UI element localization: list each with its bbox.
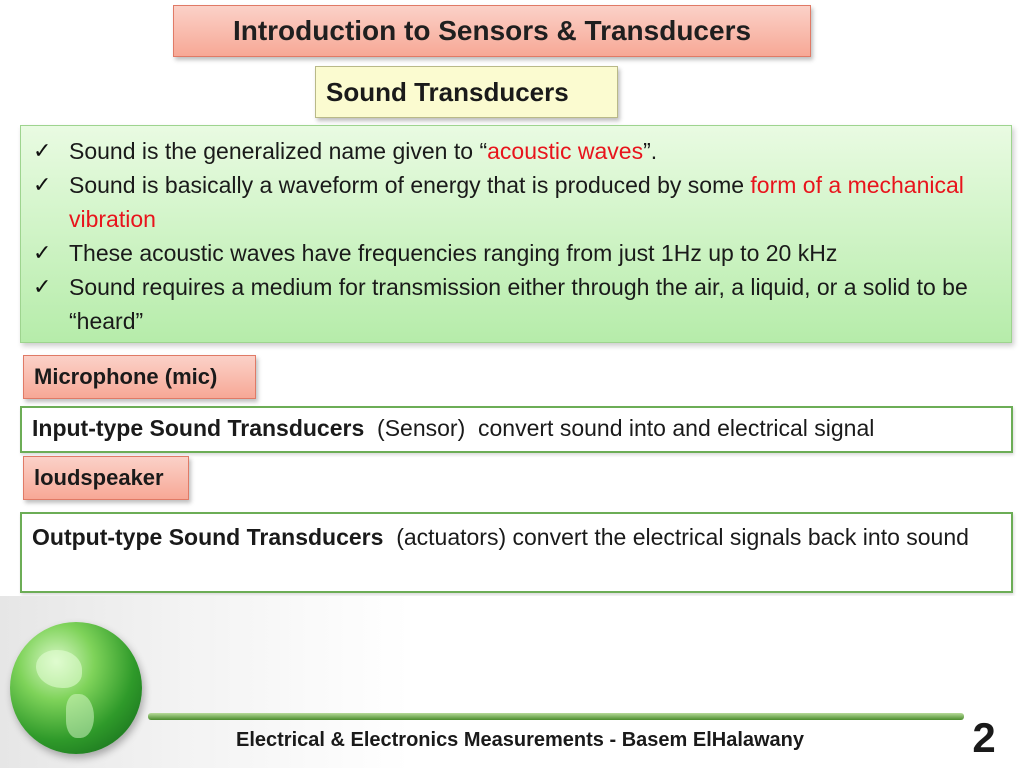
globe-landmass: [66, 694, 94, 738]
footer-divider: [148, 713, 964, 720]
footer-text: Electrical & Electronics Measurements - Basem ElHalawany: [235, 729, 805, 751]
slide-subtitle: [315, 66, 618, 118]
input-transducer-box: [20, 406, 1013, 453]
output-transducer-description: (actuators) convert the electrical signals back into sound: [383, 524, 969, 550]
slide-title-text: Introduction to Sensors & Transducers: [232, 15, 752, 46]
check-icon: ✓: [33, 274, 52, 299]
bullet-highlight: form of a mechanical vibration: [69, 172, 964, 232]
bullet-item: [33, 270, 1001, 338]
microphone-label: [23, 355, 256, 399]
bullet-text: These acoustic waves have frequencies ranging from just 1Hz up to 20 kHz: [69, 240, 838, 266]
check-icon: ✓: [33, 172, 52, 197]
slide-title: [173, 5, 811, 57]
bullet-item: [33, 134, 1001, 168]
bullet-item: [33, 168, 1001, 236]
bullet-panel: [20, 125, 1012, 343]
bullet-highlight: acoustic waves: [487, 138, 644, 164]
input-transducer-description: (Sensor) convert sound into and electrical signal: [364, 415, 875, 441]
check-icon: ✓: [33, 138, 52, 163]
bullet-text: [69, 168, 1001, 236]
page-number: 2: [972, 714, 996, 761]
loudspeaker-label: [23, 456, 189, 500]
input-transducer-heading: Input-type Sound Transducers: [32, 415, 365, 441]
bullet-text-part: Sound is basically a waveform of energy that is produced by some: [69, 172, 751, 198]
bullet-text: Sound requires a medium for transmission either through the air, a liquid, or a solid to be “heard”: [69, 274, 968, 334]
output-transducer-box: [20, 512, 1013, 593]
slide-subtitle-text: Sound Transducers: [326, 76, 569, 107]
output-transducer-heading: Output-type Sound Transducers: [32, 524, 384, 550]
loudspeaker-label-text: loudspeaker: [34, 465, 164, 490]
microphone-label-text: Microphone (mic): [34, 364, 218, 389]
bullet-text-part: Sound is the generalized name given to “: [69, 138, 488, 164]
bullet-item: [33, 236, 1001, 270]
check-icon: ✓: [33, 240, 52, 265]
bullet-text-part: ”.: [643, 138, 658, 164]
bullet-text: [69, 134, 1001, 168]
